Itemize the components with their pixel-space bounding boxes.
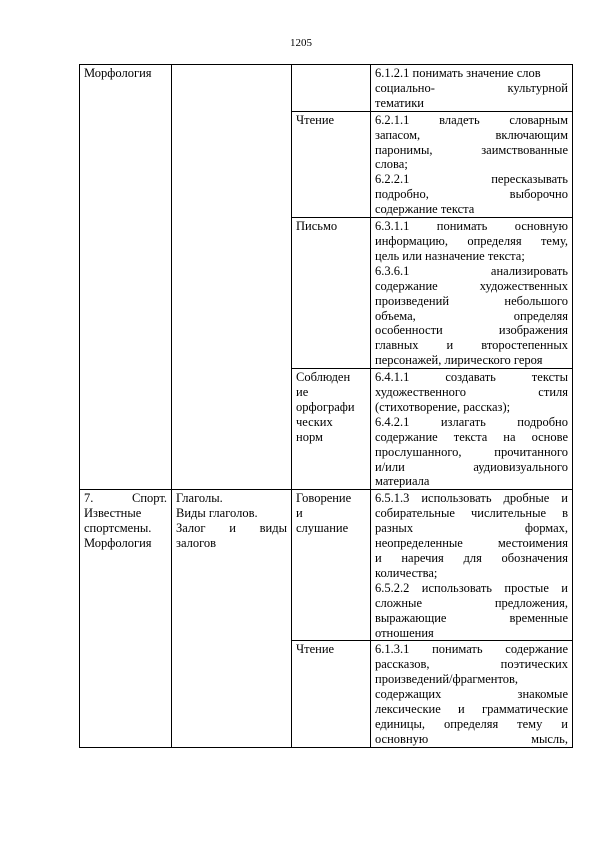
objective-line: материала: [375, 474, 430, 489]
objective-line: подробно, выборочно: [375, 187, 568, 202]
grammar-text: Залог и виды: [176, 521, 287, 536]
objective-line: и наречия для обозначения: [375, 551, 568, 565]
skill-label: и: [296, 506, 303, 521]
objective-line: 6.4.2.1 излагать подробно: [375, 414, 568, 429]
topic-text: Морфология: [84, 66, 152, 80]
skill-label: ие: [296, 385, 309, 400]
skill-label: Письмо: [296, 219, 338, 234]
objective-line: главных и второстепенных: [375, 338, 568, 353]
objective-line: 6.2.2.1 пересказывать: [375, 172, 568, 187]
objective-line: содержание текста: [375, 202, 475, 217]
objective-line: собирательные числительные в: [375, 506, 568, 521]
objective-line: единицы, определяя тему и: [375, 716, 568, 731]
objective-line: особенности изображения: [375, 323, 568, 338]
objective-line: неопределенные местоимения: [375, 536, 568, 551]
objective-line: 6.1.2.1 понимать значение слов: [375, 66, 541, 80]
objective-line: 6.3.6.1 анализировать: [375, 263, 568, 278]
table-row: [80, 65, 573, 112]
skill-cell: [292, 111, 371, 217]
objective-cell: [371, 490, 573, 641]
skill-cell: [292, 490, 371, 641]
grammar-text: залогов: [176, 536, 217, 551]
skill-label: норм: [296, 429, 323, 444]
objective-line: 6.5.2.2 использовать простые и: [375, 580, 568, 595]
objective-line: художественного стиля: [375, 385, 568, 400]
objective-line: 6.2.1.1 владеть словарным: [375, 112, 568, 127]
objective-line: выражающие временные: [375, 610, 568, 625]
objective-line: содержание текста на основе: [375, 429, 568, 444]
objective-line: запасом, включающим: [375, 127, 568, 142]
objective-cell: [371, 641, 573, 747]
objective-line: произведений/фрагментов,: [375, 672, 519, 687]
objective-line: сложные предложения,: [375, 595, 568, 610]
topic-text: 7. Спорт.: [84, 491, 167, 506]
objective-line: прослушанного, прочитанного: [375, 444, 568, 459]
skill-cell: [292, 218, 371, 369]
objective-line: лексические и грамматические: [375, 702, 568, 717]
skill-cell: [292, 65, 371, 112]
objective-cell: [371, 65, 573, 112]
objective-line: персонажей, лирического героя: [375, 353, 543, 368]
grammar-cell: [172, 65, 292, 490]
objective-line: слова;: [375, 157, 408, 172]
objective-line: информацию, определяя тему,: [375, 233, 568, 248]
objective-line: социально- культурной: [375, 80, 568, 95]
skill-label: Говорение: [296, 491, 352, 506]
objective-line: рассказов, поэтических: [375, 657, 568, 672]
objective-line: основную мысль,: [375, 731, 568, 746]
topic-text: Известные: [84, 506, 142, 521]
topic-text: спортсмены.: [84, 521, 152, 536]
objective-line: содержание художественных: [375, 278, 568, 293]
table-row: [80, 490, 573, 641]
objective-line: разных формах,: [375, 521, 568, 536]
skill-label: Чтение: [296, 642, 335, 657]
objective-line: объема, определяя: [375, 308, 568, 323]
curriculum-table: [79, 64, 573, 748]
objective-line: содержащих знакомые: [375, 687, 568, 702]
objective-line: паронимы, заимствованные: [375, 142, 568, 157]
skill-cell: [292, 641, 371, 747]
skill-label: ческих: [296, 414, 333, 429]
skill-label: слушание: [296, 521, 349, 536]
grammar-text: Глаголы.: [176, 491, 223, 506]
skill-cell: [292, 369, 371, 490]
objective-line: тематики: [375, 95, 424, 110]
grammar-text: Виды глаголов.: [176, 506, 258, 521]
objective-cell: [371, 369, 573, 490]
objective-line: 6.3.1.1 понимать основную: [375, 219, 568, 234]
grammar-cell: [172, 490, 292, 747]
objective-line: отношения: [375, 625, 434, 640]
objective-line: 6.1.3.1 понимать содержание: [375, 642, 568, 657]
topic-cell: [80, 490, 172, 747]
skill-label: Чтение: [296, 112, 335, 127]
objective-line: 6.5.1.3 использовать дробные и: [375, 491, 568, 506]
objective-cell: [371, 111, 573, 217]
page-number: 1205: [290, 37, 312, 49]
objective-line: (стихотворение, рассказ);: [375, 399, 511, 414]
objective-line: цель или назначение текста;: [375, 248, 525, 263]
topic-cell: [80, 65, 172, 490]
objective-cell: [371, 218, 573, 369]
objective-line: и/или аудиовизуального: [375, 459, 568, 474]
objective-line: произведений небольшого: [375, 293, 568, 308]
skill-label: орфографи: [296, 399, 355, 414]
objective-line: количества;: [375, 565, 438, 580]
skill-label: Соблюден: [296, 370, 351, 385]
topic-text: Морфология: [84, 536, 152, 551]
objective-line: 6.4.1.1 создавать тексты: [375, 370, 568, 385]
